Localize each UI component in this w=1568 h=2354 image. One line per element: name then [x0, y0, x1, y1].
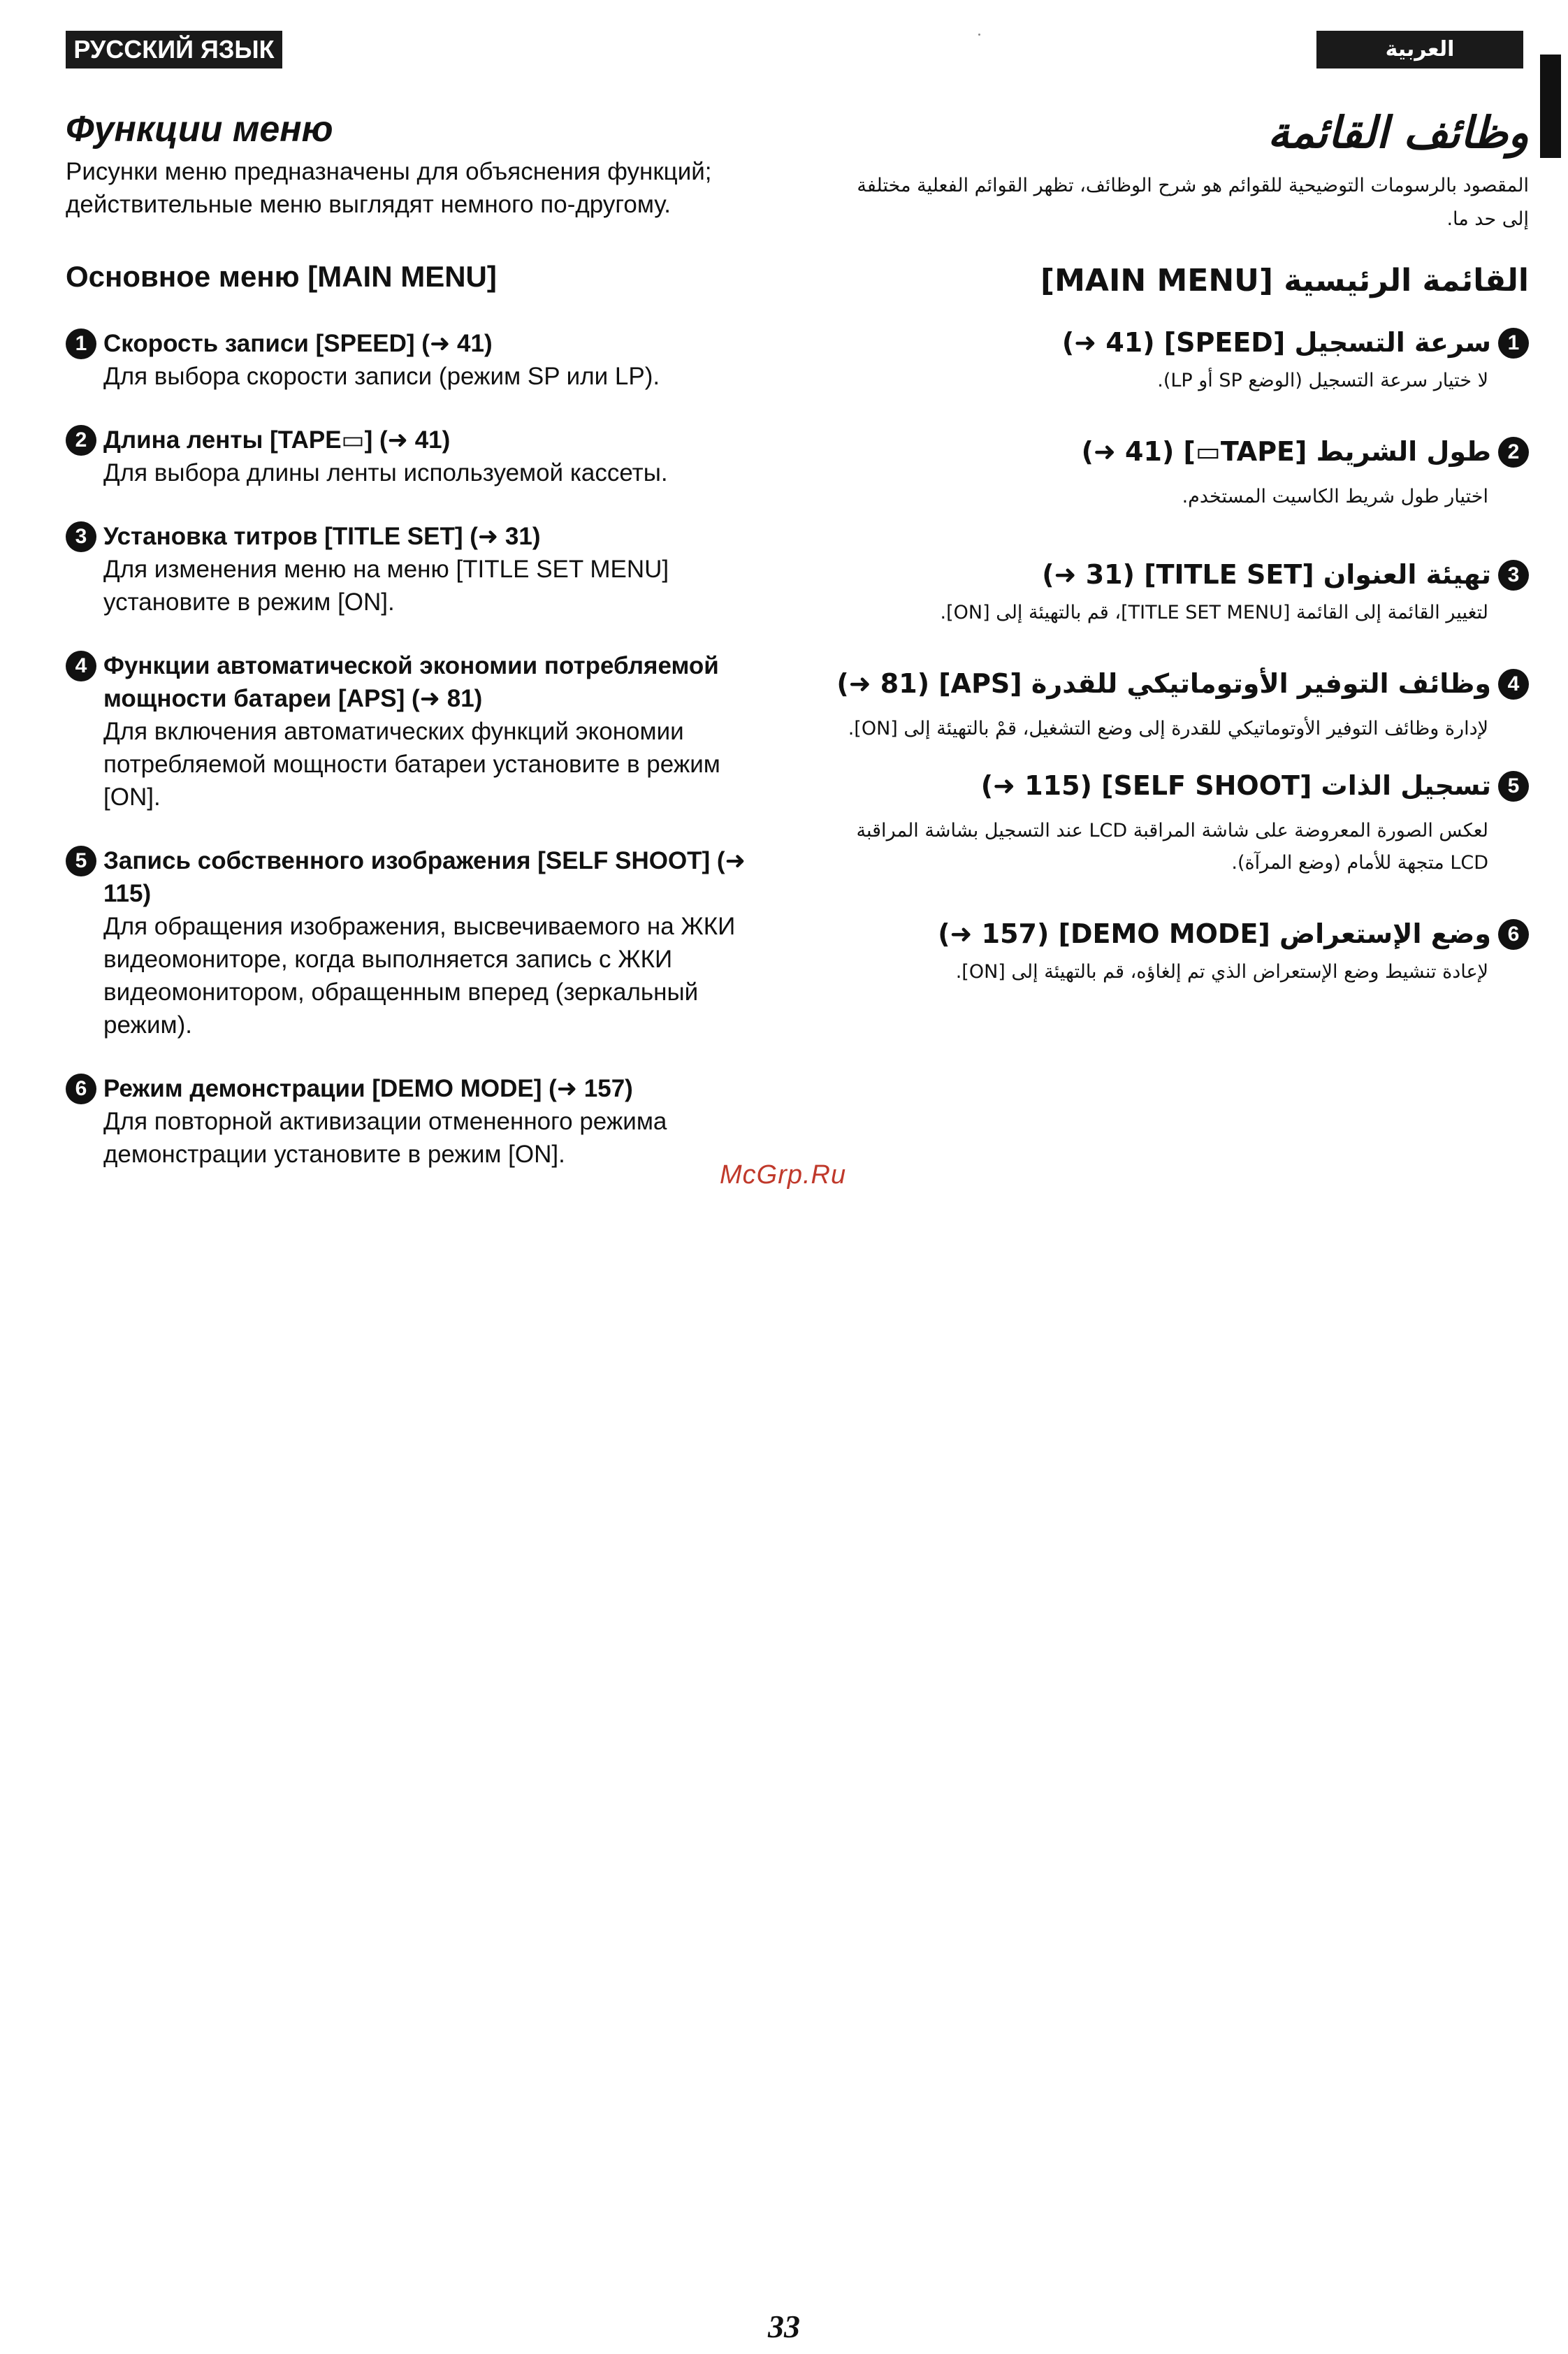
ar-menu-item — [830, 555, 1529, 629]
ru-menu-item — [66, 424, 764, 489]
watermark-text: McGrp.Ru — [720, 1160, 847, 1190]
ar-item-description: اختيار طول شريط الكاسيت المستخدم. — [1182, 486, 1488, 507]
number-badge-icon: 2 — [1498, 437, 1529, 468]
ar-menu-item — [830, 432, 1529, 513]
number-badge-icon: 1 — [1498, 328, 1529, 359]
ru-item-description: Для обращения изображения, высвечиваемого на ЖКИ видеомониторе, когда выполняется запись с ЖКИ видеомонитором, обращенным вперед (зеркальный режим). — [103, 913, 736, 1039]
number-badge-icon: 3 — [66, 521, 96, 552]
ar-intro-text: المقصود بالرسومات التوضيحية للقوائم هو شرح الوظائف، تظهر القوائم الفعلية مختلفة إلى حد ما. — [857, 175, 1529, 230]
page-number: 33 — [768, 2309, 800, 2344]
ru-item-heading: Длина ленты [TAPE▭] (➜ 41) — [103, 426, 451, 454]
ru-intro-text: Рисунки меню предназначены для объяснения функций; действительные меню выглядят немного по-другому. — [66, 158, 712, 218]
ar-item-description: لإعادة تنشيط وضع الإستعراض الذي تم إلغاؤه، قم بالتهيئة إلى [ON]. — [955, 961, 1488, 983]
ru-page-title: Функции меню — [66, 109, 333, 150]
page-edge-marker — [1540, 55, 1561, 158]
number-badge-icon: 1 — [66, 328, 96, 359]
number-badge-icon: 5 — [1498, 771, 1529, 802]
ru-menu-item — [66, 1072, 764, 1171]
ar-menu-item — [830, 766, 1529, 879]
ar-item-heading: طول الشريط [TAPE▭] (41 ➜) — [1081, 436, 1491, 467]
ar-item-heading: تسجيل الذات [SELF SHOOT] (115 ➜) — [980, 770, 1491, 801]
number-badge-icon: 5 — [66, 846, 96, 876]
ru-menu-item — [66, 520, 764, 619]
arabic-language-tag: العربية — [1316, 31, 1523, 68]
ar-section-title: القائمة الرئيسية [MAIN MENU] — [1040, 263, 1529, 298]
ru-item-heading: Функции автоматической экономии потребляемой мощности батареи [APS] (➜ 81) — [103, 652, 719, 712]
ru-menu-item — [66, 649, 764, 814]
number-badge-icon: 4 — [66, 651, 96, 681]
ru-section-title: Основное меню [MAIN MENU] — [66, 260, 497, 293]
arabic-column — [830, 105, 1529, 988]
ru-item-description: Для выбора длины ленты используемой кассеты. — [103, 459, 668, 486]
ru-item-description: Для включения автоматических функций экономии потребляемой мощности батареи установите в режим [ON]. — [103, 718, 720, 811]
ru-item-description: Для повторной активизации отмененного режима демонстрации установите в режим [ON]. — [103, 1108, 667, 1168]
ar-item-description: لا ختيار سرعة التسجيل (الوضع SP أو LP). — [1157, 370, 1488, 391]
ar-menu-item — [830, 323, 1529, 397]
ar-item-description: لعكس الصورة المعروضة على شاشة المراقبة LCD عند التسجيل بشاشة المراقبة LCD متجهة للأمام (وضع المرآة). — [856, 820, 1488, 874]
ru-item-heading: Запись собственного изображения [SELF SHOOT] (➜ 115) — [103, 847, 746, 907]
ar-item-description: لإدارة وظائف التوفير الأوتوماتيكي للقدرة إلى وضع التشغيل، قمْ بالتهيئة إلى [ON]. — [848, 718, 1488, 739]
ar-menu-item — [830, 914, 1529, 988]
ar-menu-item — [830, 664, 1529, 745]
ar-item-heading: وظائف التوفير الأوتوماتيكي للقدرة [APS] (81 ➜) — [836, 668, 1491, 699]
ar-page-title: وظائف القائمة — [1268, 107, 1529, 158]
number-badge-icon: 6 — [66, 1074, 96, 1104]
ru-item-heading: Скорость записи [SPEED] (➜ 41) — [103, 330, 493, 357]
ru-menu-item — [66, 844, 764, 1041]
ru-item-heading: Режим демонстрации [DEMO MODE] (➜ 157) — [103, 1075, 633, 1102]
ru-item-heading: Установка титров [TITLE SET] (➜ 31) — [103, 523, 541, 550]
russian-language-tag: РУССКИЙ ЯЗЫК — [66, 31, 282, 68]
ar-item-heading: سرعة التسجيل [SPEED] (41 ➜) — [1061, 327, 1491, 358]
ru-item-description: Для выбора скорости записи (режим SP или LP). — [103, 363, 660, 390]
ar-item-heading: وضع الإستعراض [DEMO MODE] (157 ➜) — [938, 918, 1491, 949]
number-badge-icon: 4 — [1498, 669, 1529, 700]
ar-item-description: لتغيير القائمة إلى القائمة [TITLE SET MENU]، قم بالتهيئة إلى [ON]. — [940, 602, 1488, 623]
ru-menu-item — [66, 327, 764, 393]
russian-column — [66, 105, 764, 1171]
number-badge-icon: 2 — [66, 425, 96, 456]
number-badge-icon: 6 — [1498, 919, 1529, 950]
ar-item-heading: تهيئة العنوان [TITLE SET] (31 ➜) — [1042, 559, 1491, 590]
scan-dot — [978, 34, 980, 36]
ru-item-description: Для изменения меню на меню [TITLE SET MENU] установите в режим [ON]. — [103, 556, 669, 616]
number-badge-icon: 3 — [1498, 560, 1529, 591]
